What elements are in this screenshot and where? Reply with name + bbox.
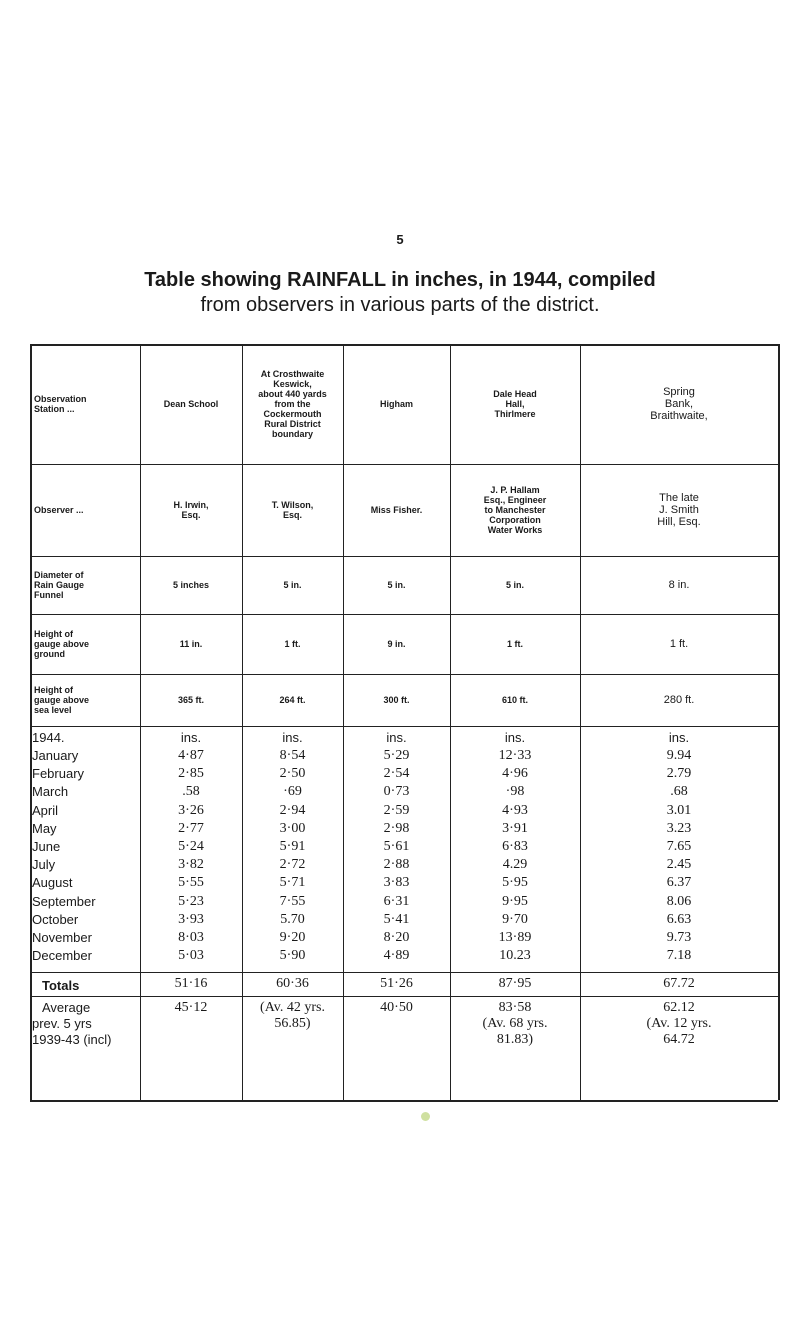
rainfall-value: 2·54: [383, 766, 410, 782]
month-label: April: [32, 802, 59, 818]
rainfall-value: 9.94: [666, 748, 692, 763]
rainfall-value: 13·89: [498, 930, 532, 945]
height-above-ground: 1 ft.: [506, 639, 523, 649]
rainfall-value: 3·83: [383, 875, 410, 891]
gauge-diameter: 5 inches: [172, 580, 210, 590]
height-above-sea: 264 ft.: [279, 695, 306, 705]
year-label: 1944.: [32, 730, 65, 745]
unit-label: ins.: [668, 730, 690, 745]
rainfall-value: 5·95: [502, 875, 528, 891]
rainfall-value: 2.45: [666, 857, 692, 873]
month-label: January: [32, 748, 79, 763]
rainfall-value: 5·91: [279, 839, 306, 854]
average-value: 40·50: [380, 1000, 413, 1015]
rainfall-value: 5·61: [383, 839, 410, 854]
rainfall-value: 8·54: [279, 748, 306, 763]
rainfall-value: .68: [670, 784, 688, 800]
rainfall-value: 5·29: [383, 748, 410, 763]
rainfall-value: 2·94: [279, 802, 306, 818]
average-value: 83·58: [498, 1000, 532, 1015]
rainfall-value: 5·41: [383, 911, 410, 927]
gauge-diameter-label: Diameter of Rain Gauge Funnel: [34, 570, 85, 600]
rainfall-value: 8.06: [666, 893, 692, 909]
page-number: 5: [396, 232, 404, 247]
rainfall-value: 3.01: [666, 802, 692, 818]
rainfall-value: 0·73: [383, 784, 410, 800]
unit-label: ins.: [282, 730, 303, 745]
average-value: (Av. 68 yrs.: [482, 1016, 548, 1031]
rainfall-value: 3·26: [178, 802, 204, 818]
row-rule: [30, 726, 778, 727]
month-label: December: [32, 948, 92, 964]
title-line-1: Table showing RAINFALL in inches, in 1944, compiled: [144, 269, 656, 291]
rainfall-value: .58: [182, 784, 200, 800]
month-label: May: [32, 820, 57, 836]
station-name: Higham: [379, 399, 413, 409]
rainfall-table: [30, 344, 778, 1100]
rainfall-value: 9·20: [279, 930, 306, 945]
rainfall-value: 2·72: [279, 857, 306, 873]
rainfall-value: 6.63: [666, 911, 692, 927]
totals-label: Totals: [42, 978, 80, 993]
rainfall-value: 3·93: [178, 911, 204, 927]
rainfall-value: 9·70: [502, 911, 528, 927]
total-value: 51·16: [174, 976, 208, 991]
month-label: March: [32, 784, 69, 800]
height-above-sea: 610 ft.: [501, 695, 528, 705]
height-above-sea-label: Height of gauge above sea level: [34, 685, 90, 715]
gauge-diameter: 5 in.: [283, 580, 302, 590]
rainfall-value: 4·96: [502, 766, 528, 782]
month-label: September: [32, 893, 96, 909]
average-value: 56.85): [274, 1016, 311, 1031]
average-value: 64.72: [663, 1032, 695, 1047]
observation-station-label: Observation Station ...: [34, 394, 87, 414]
average-label-line: prev. 5 yrs: [32, 1016, 92, 1031]
height-above-sea: 280 ft.: [663, 694, 695, 706]
height-above-ground: 9 in.: [387, 639, 406, 649]
month-label: August: [32, 875, 73, 891]
rainfall-value: 2·88: [383, 857, 410, 873]
title-line-2: from observers in various parts of the district.: [200, 294, 600, 316]
rainfall-value: 5.70: [280, 911, 305, 927]
observer-name: J. P. Hallam Esq., Engineer to Manchester Corporation Water Works: [483, 485, 547, 535]
rainfall-value: ·98: [505, 784, 525, 800]
rainfall-value: 3·82: [178, 857, 204, 873]
unit-label: ins.: [504, 730, 526, 745]
height-above-sea: 300 ft.: [383, 695, 410, 705]
rainfall-value: 5·24: [178, 839, 204, 854]
height-above-ground: 11 in.: [179, 639, 203, 649]
rainfall-value: 12·33: [498, 748, 532, 763]
rainfall-value: 5·71: [279, 875, 306, 891]
gauge-diameter: 5 in.: [505, 580, 524, 590]
average-value: 62.12: [663, 1000, 695, 1015]
rainfall-value: 7·55: [279, 893, 306, 909]
rainfall-value: 2·50: [279, 766, 306, 782]
gauge-diameter: 8 in.: [668, 579, 690, 591]
rainfall-value: 5·90: [279, 948, 306, 964]
height-above-ground-label: Height of gauge above ground: [34, 629, 90, 659]
total-value: 87·95: [498, 976, 532, 991]
height-above-ground: 1 ft.: [669, 638, 689, 650]
rainfall-value: 10.23: [499, 948, 531, 964]
observer-name: The late J. Smith Hill, Esq.: [657, 492, 701, 528]
average-label-line: 1939-43 (incl): [32, 1032, 112, 1047]
rainfall-value: 4.29: [502, 857, 528, 873]
column-rule: [30, 344, 32, 1100]
rainfall-value: 8·03: [178, 930, 204, 945]
rainfall-value: 2·59: [383, 802, 410, 818]
height-above-ground: 1 ft.: [284, 639, 301, 649]
rainfall-value: 3.23: [666, 820, 692, 836]
rainfall-value: 7.65: [666, 839, 692, 854]
month-label: October: [32, 911, 79, 927]
rainfall-value: 7.18: [666, 948, 692, 964]
rainfall-value: 3·91: [502, 820, 528, 836]
row-rule: [30, 972, 778, 973]
scan-mark-dot: [421, 1112, 430, 1121]
rainfall-value: 9·95: [502, 893, 528, 909]
height-above-sea: 365 ft.: [177, 695, 204, 705]
rainfall-value: 9.73: [666, 930, 692, 945]
rainfall-value: 5·55: [178, 875, 204, 891]
observer-name: Miss Fisher.: [370, 505, 423, 515]
table-bottom-rule: [30, 1100, 778, 1102]
rainfall-value: 4·87: [178, 748, 204, 763]
rainfall-value: 3·00: [279, 820, 306, 836]
observer-label: Observer ...: [34, 505, 84, 515]
total-value: 67.72: [663, 976, 695, 991]
station-name: Spring Bank, Braithwaite,: [650, 386, 708, 422]
month-label: June: [32, 839, 61, 854]
rainfall-value: 6·83: [502, 839, 528, 854]
rainfall-value: 2.79: [666, 766, 692, 782]
total-value: 51·26: [380, 976, 413, 991]
average-label-line: Average: [42, 1000, 91, 1015]
observer-name: T. Wilson, Esq.: [271, 500, 314, 520]
unit-label: ins.: [386, 730, 407, 745]
row-rule: [30, 996, 778, 997]
rainfall-value: 4·89: [383, 948, 410, 964]
station-name: Dale Head Hall, Thirlmere: [493, 389, 537, 419]
average-value: (Av. 42 yrs.: [260, 1000, 325, 1015]
rainfall-value: 2·85: [178, 766, 204, 782]
total-value: 60·36: [276, 976, 309, 991]
rainfall-value: 6·31: [383, 893, 410, 909]
rainfall-value: 4·93: [502, 802, 528, 818]
rainfall-value: 5·03: [178, 948, 204, 964]
rainfall-value: 8·20: [383, 930, 410, 945]
unit-label: ins.: [180, 730, 202, 745]
average-value: (Av. 12 yrs.: [646, 1016, 712, 1031]
average-value: 45·12: [174, 1000, 208, 1015]
station-name: Dean School: [163, 399, 219, 409]
column-rule: [778, 344, 780, 1100]
month-label: July: [32, 857, 56, 873]
gauge-diameter: 5 in.: [387, 580, 406, 590]
rainfall-value: 2·77: [178, 820, 204, 836]
station-name: At Crosthwaite Keswick, about 440 yards from the Cockermouth Rural District boundary: [258, 369, 327, 439]
rainfall-value: ·69: [283, 784, 302, 800]
rainfall-value: 6.37: [666, 875, 692, 891]
rainfall-value: 2·98: [383, 820, 410, 836]
page-title: [0, 268, 800, 318]
month-label: November: [32, 930, 92, 945]
observer-name: H. Irwin, Esq.: [173, 500, 209, 520]
month-label: February: [32, 766, 85, 782]
rainfall-value: 5·23: [178, 893, 204, 909]
average-value: 81.83): [496, 1032, 534, 1047]
